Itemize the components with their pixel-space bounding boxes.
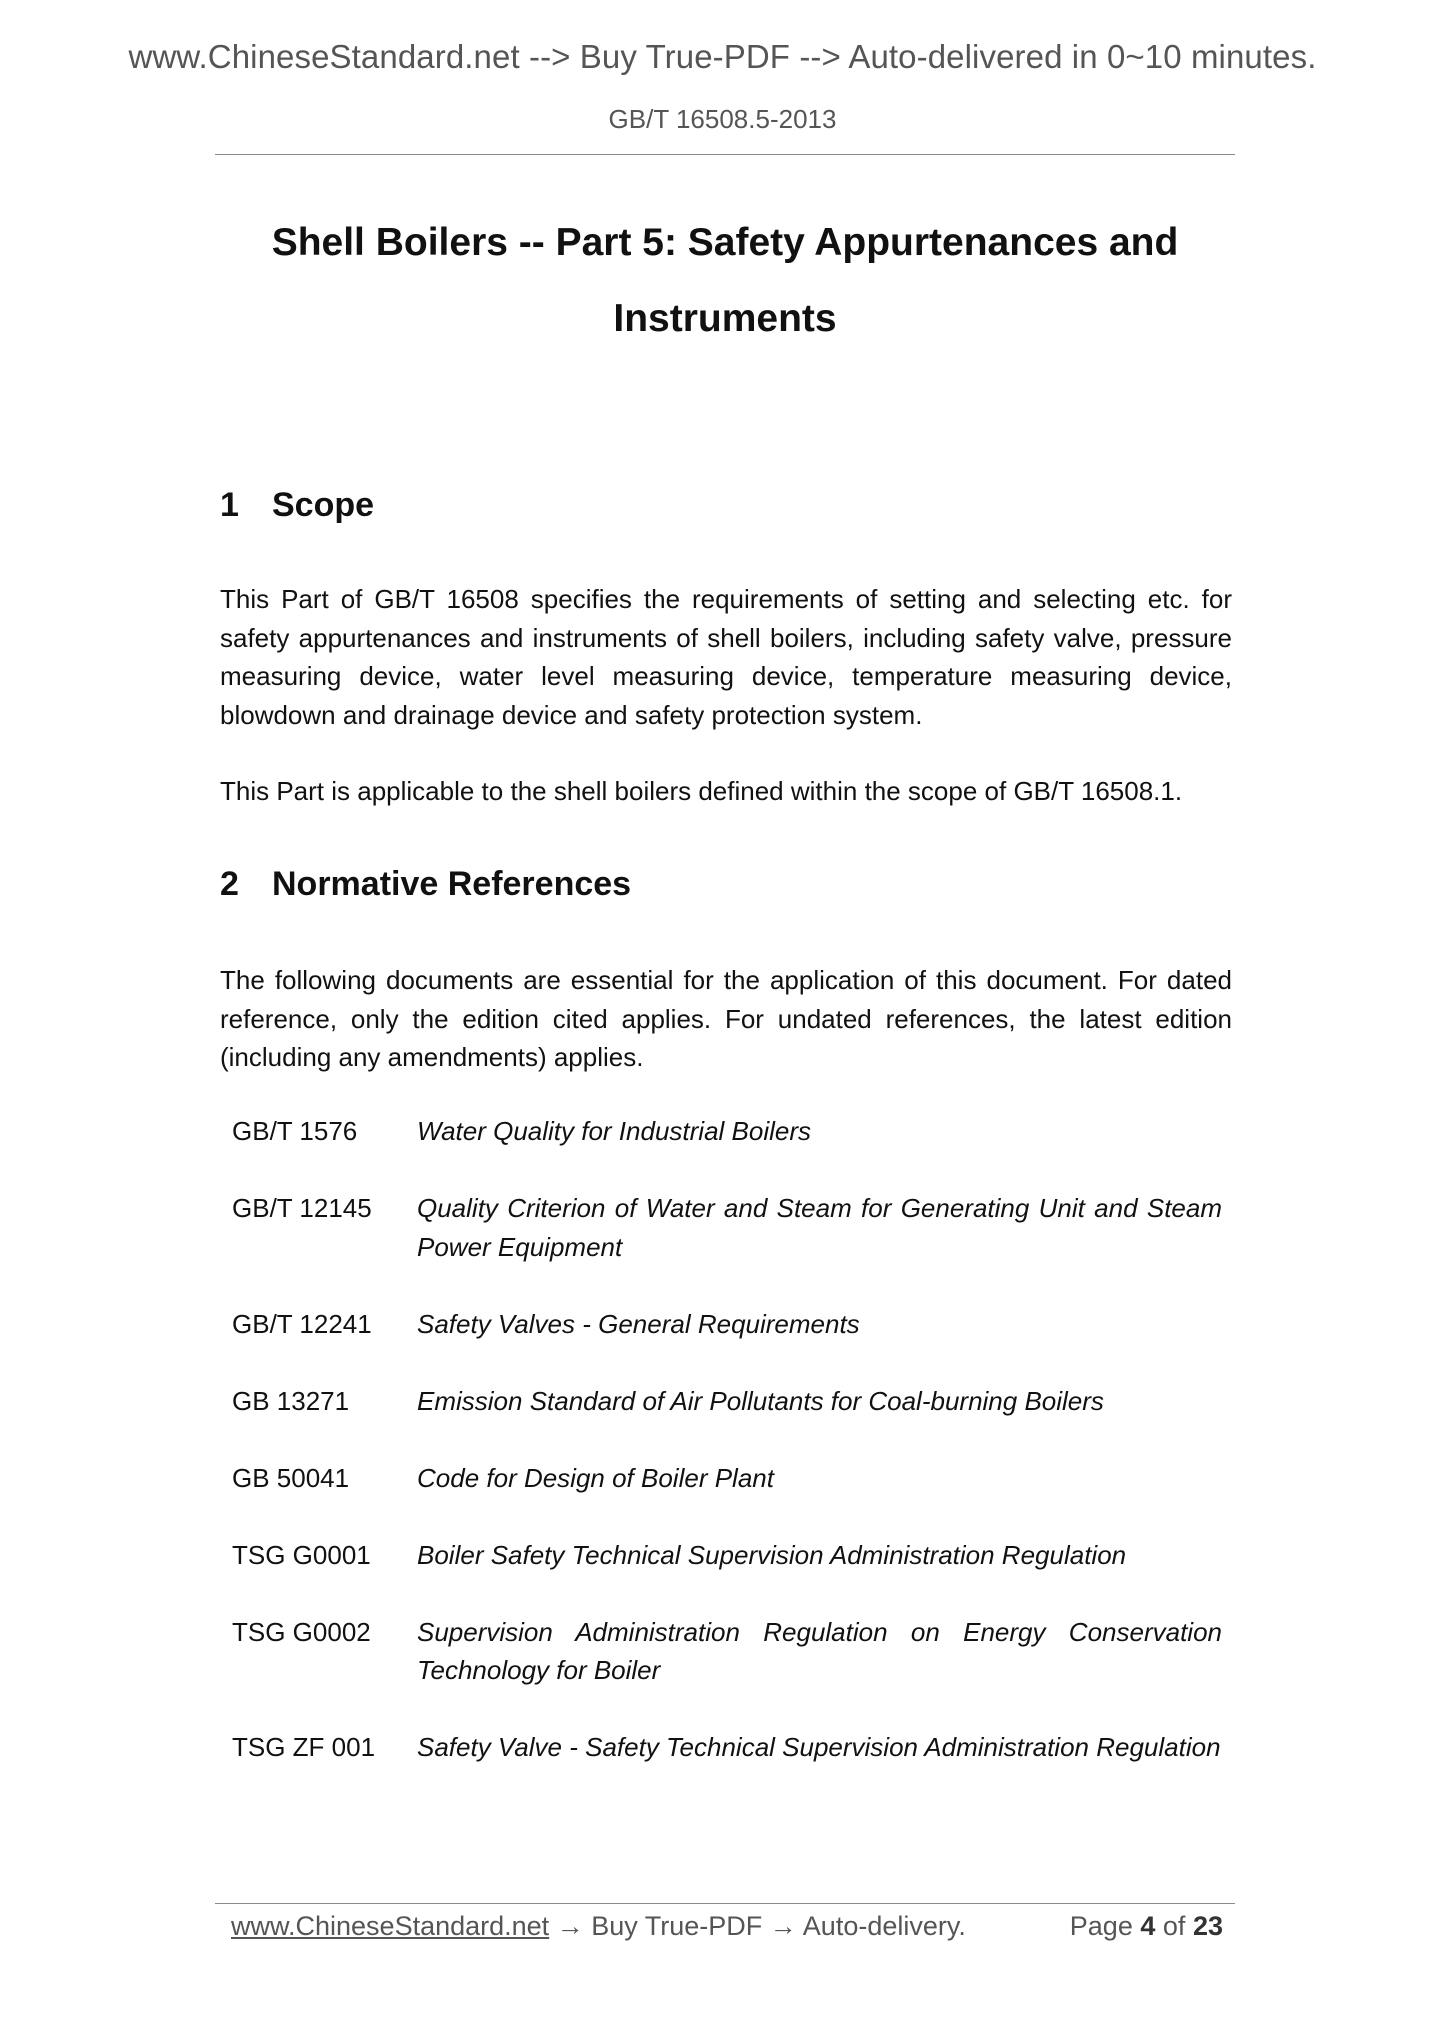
- reference-item: [232, 1382, 1222, 1421]
- section-title: Normative References: [272, 865, 632, 903]
- document-title-line-1: Shell Boilers -- Part 5: Safety Appurtenances and: [271, 221, 1179, 264]
- section-heading-scope: [220, 486, 374, 525]
- reference-item: [232, 1728, 1222, 1767]
- reference-code: TSG G0002: [232, 1616, 371, 1647]
- page-label: Page: [1069, 1911, 1133, 1941]
- reference-title: Supervision Administration Regulation on Energy Conservation Technology for Boiler: [417, 1616, 1222, 1685]
- reference-code: GB 50041: [232, 1462, 350, 1493]
- scope-paragraph-2: This Part is applicable to the shell boilers defined within the scope of GB/T 16508.1.: [220, 776, 1183, 806]
- reference-title: Code for Design of Boiler Plant: [417, 1462, 774, 1493]
- reference-list: [232, 1112, 1222, 1805]
- reference-code: TSG ZF 001: [232, 1732, 376, 1762]
- page-number: [1070, 1904, 1223, 1948]
- references-intro-paragraph: The following documents are essential for the application of this document. For dated reference, only the edition cited applies. For undated references, the latest edition (including any amendments) applies.: [220, 965, 1232, 1072]
- section-number: 1: [220, 486, 239, 524]
- standard-code: GB/T 16508.5-2013: [608, 104, 837, 134]
- top-banner: www.ChineseStandard.net --> Buy True-PDF --> Auto-delivered in 0~10 minutes.: [128, 38, 1317, 75]
- arrow-right-icon: →: [556, 1911, 584, 1941]
- scope-paragraph-1: This Part of GB/T 16508 specifies the requirements of setting and selecting etc. for safety appurtenances and instruments of shell boilers, including safety valve, pressure measuring device, water level measuring device, temperature measuring device, blowdown and drainage device and safety protection system.: [220, 584, 1232, 730]
- page-of: of: [1162, 1911, 1186, 1941]
- footer-site-link[interactable]: www.ChineseStandard.net: [231, 1911, 550, 1941]
- footer-delivery-text: Auto-delivery.: [802, 1911, 966, 1941]
- reference-item: [232, 1305, 1222, 1344]
- reference-code: GB 13271: [232, 1385, 350, 1416]
- header-divider: [215, 154, 1235, 155]
- reference-title: Water Quality for Industrial Boilers: [417, 1116, 811, 1146]
- page-current: 4: [1140, 1911, 1156, 1941]
- reference-code: GB/T 1576: [232, 1116, 358, 1146]
- footer-buy-text: Buy True-PDF: [591, 1911, 763, 1941]
- reference-title: Boiler Safety Technical Supervision Administration Regulation: [417, 1539, 1127, 1570]
- section-number: 2: [220, 865, 239, 903]
- document-title-line-2: Instruments: [613, 297, 837, 340]
- reference-title: Emission Standard of Air Pollutants for Coal-burning Boilers: [417, 1385, 1104, 1416]
- reference-title: Safety Valves - General Requirements: [417, 1308, 860, 1339]
- reference-item: [232, 1536, 1222, 1575]
- page-total: 23: [1192, 1911, 1223, 1941]
- document-title: [215, 205, 1235, 357]
- reference-item: [232, 1189, 1222, 1266]
- arrow-right-icon: →: [769, 1911, 797, 1941]
- reference-item: [232, 1112, 1222, 1151]
- section-heading-normative-references: [220, 865, 631, 904]
- reference-title: Quality Criterion of Water and Steam for Generating Unit and Steam Power Equipment: [417, 1193, 1222, 1262]
- reference-item: [232, 1613, 1222, 1690]
- section-title: Scope: [272, 486, 375, 524]
- reference-code: GB/T 12241: [232, 1308, 372, 1339]
- reference-code: GB/T 12145: [232, 1193, 372, 1223]
- reference-title: Safety Valve - Safety Technical Supervision Administration Regulation: [417, 1732, 1221, 1762]
- reference-code: TSG G0001: [232, 1539, 371, 1570]
- footer-promo: [231, 1904, 966, 1948]
- reference-item: [232, 1459, 1222, 1498]
- page-footer: [215, 1904, 1235, 1948]
